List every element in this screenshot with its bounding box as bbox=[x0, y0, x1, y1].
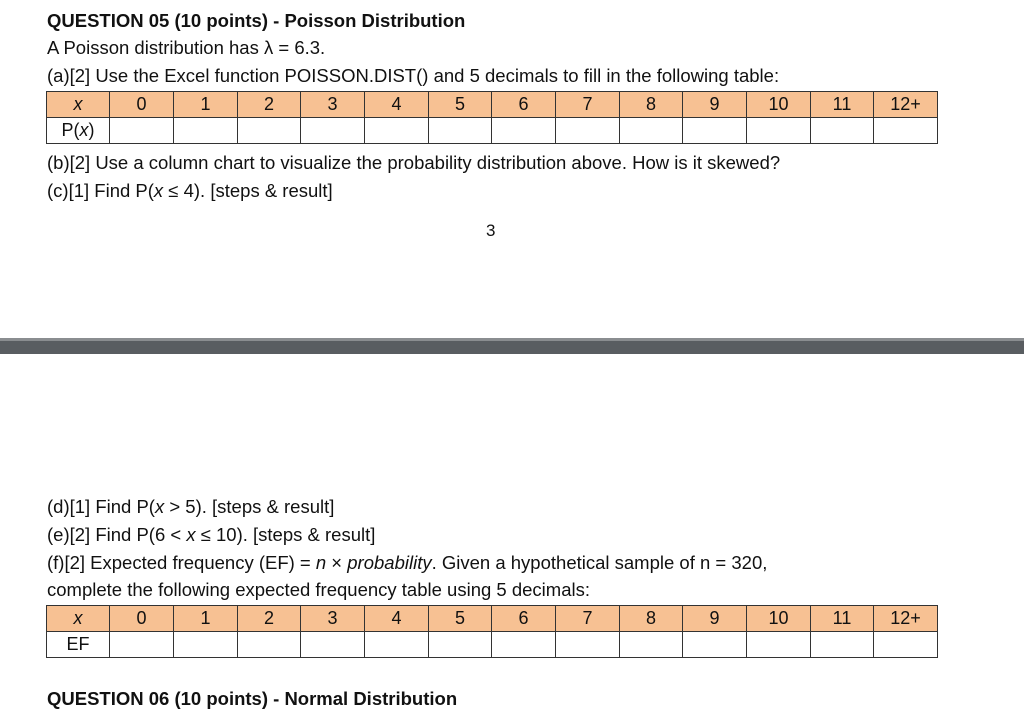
table2-cell-2[interactable] bbox=[238, 632, 301, 658]
table1-cell-9[interactable] bbox=[683, 118, 747, 144]
part-d-pre: (d)[1] Find P( bbox=[47, 496, 155, 517]
ef-table-value-row bbox=[47, 632, 938, 658]
table2-cell-9[interactable] bbox=[683, 632, 747, 658]
table1-cell-11[interactable] bbox=[811, 118, 874, 144]
table1-header-7: 7 bbox=[556, 92, 620, 118]
page-divider bbox=[0, 338, 1024, 354]
part-c-pre: (c)[1] Find P( bbox=[47, 180, 154, 201]
table2-header-3: 3 bbox=[301, 606, 365, 632]
table2-cell-6[interactable] bbox=[492, 632, 556, 658]
part-d-text bbox=[47, 495, 334, 519]
table2-header-12: 12+ bbox=[874, 606, 938, 632]
part-f-n: n bbox=[315, 552, 327, 573]
part-e-var: x bbox=[186, 524, 196, 545]
table1-cell-7[interactable] bbox=[556, 118, 620, 144]
part-a-text: (a)[2] Use the Excel function POISSON.DIST() and 5 decimals to fill in the following table: bbox=[47, 65, 780, 86]
table1-cell-0[interactable] bbox=[110, 118, 174, 144]
table2-header-9: 9 bbox=[683, 606, 747, 632]
expected-frequency-table bbox=[46, 605, 938, 658]
part-f-prob: probability bbox=[347, 552, 432, 573]
table1-cell-2[interactable] bbox=[238, 118, 301, 144]
table-row-label-px bbox=[47, 118, 110, 144]
table2-header-7: 7 bbox=[556, 606, 620, 632]
table1-header-4: 4 bbox=[365, 92, 429, 118]
table1-header-8: 8 bbox=[620, 92, 683, 118]
table2-cell-7[interactable] bbox=[556, 632, 620, 658]
question-title: QUESTION 05 (10 points) - Poisson Distribution bbox=[47, 10, 466, 31]
table2-header-0: 0 bbox=[110, 606, 174, 632]
ef-table-header-row bbox=[47, 606, 938, 632]
table1-cell-12[interactable] bbox=[874, 118, 938, 144]
table1-header-12: 12+ bbox=[874, 92, 938, 118]
table2-header-11: 11 bbox=[811, 606, 874, 632]
table1-cell-1[interactable] bbox=[174, 118, 238, 144]
table-header-x: x bbox=[47, 92, 110, 118]
table2-cell-4[interactable] bbox=[365, 632, 429, 658]
intro-text: A Poisson distribution has λ = 6.3. bbox=[47, 37, 326, 58]
table2-cell-12[interactable] bbox=[874, 632, 938, 658]
page-number: 3 bbox=[486, 221, 496, 240]
table2-cell-5[interactable] bbox=[429, 632, 492, 658]
table1-cell-4[interactable] bbox=[365, 118, 429, 144]
table2-header-5: 5 bbox=[429, 606, 492, 632]
table2-cell-8[interactable] bbox=[620, 632, 683, 658]
table1-header-11: 11 bbox=[811, 92, 874, 118]
table1-cell-5[interactable] bbox=[429, 118, 492, 144]
part-d-post: > 5). [steps & result] bbox=[164, 496, 335, 517]
part-f-line2: complete the following expected frequency table using 5 decimals: bbox=[47, 579, 590, 600]
table2-header-10: 10 bbox=[747, 606, 811, 632]
ef-table-row-label: EF bbox=[47, 632, 110, 658]
probability-table bbox=[46, 91, 938, 144]
table1-header-5: 5 bbox=[429, 92, 492, 118]
table1-cell-6[interactable] bbox=[492, 118, 556, 144]
row-label-var: x bbox=[79, 120, 89, 140]
table2-cell-11[interactable] bbox=[811, 632, 874, 658]
table1-header-1: 1 bbox=[174, 92, 238, 118]
next-question-title: QUESTION 06 (10 points) - Normal Distribution bbox=[47, 688, 458, 709]
part-e-pre: (e)[2] Find P(6 < bbox=[47, 524, 187, 545]
ef-table-header-x: x bbox=[47, 606, 110, 632]
part-c-post: ≤ 4). [steps & result] bbox=[163, 180, 333, 201]
part-d-var: x bbox=[154, 496, 165, 517]
table1-header-6: 6 bbox=[492, 92, 556, 118]
table1-cell-10[interactable] bbox=[747, 118, 811, 144]
part-f-pre: (f)[2] Expected frequency (EF) = bbox=[47, 552, 316, 573]
part-f-text bbox=[47, 551, 767, 575]
table2-header-4: 4 bbox=[365, 606, 429, 632]
probability-table-header-row bbox=[47, 92, 938, 118]
table2-header-1: 1 bbox=[174, 606, 238, 632]
table2-header-8: 8 bbox=[620, 606, 683, 632]
part-c-text bbox=[47, 179, 333, 203]
table2-header-6: 6 bbox=[492, 606, 556, 632]
part-c-var: x bbox=[153, 180, 164, 201]
probability-table-value-row bbox=[47, 118, 938, 144]
table2-cell-3[interactable] bbox=[301, 632, 365, 658]
table2-cell-10[interactable] bbox=[747, 632, 811, 658]
table1-cell-3[interactable] bbox=[301, 118, 365, 144]
table1-header-10: 10 bbox=[747, 92, 811, 118]
table1-header-2: 2 bbox=[238, 92, 301, 118]
row-label-post: ) bbox=[88, 120, 95, 140]
part-f-times: × bbox=[326, 552, 348, 573]
table1-header-3: 3 bbox=[301, 92, 365, 118]
part-e-text bbox=[47, 523, 375, 547]
table2-header-2: 2 bbox=[238, 606, 301, 632]
part-e-post: ≤ 10). [steps & result] bbox=[195, 524, 376, 545]
row-label-pre: P( bbox=[61, 120, 80, 140]
table1-cell-8[interactable] bbox=[620, 118, 683, 144]
part-f-post: . Given a hypothetical sample of n = 320, bbox=[431, 552, 768, 573]
table1-header-9: 9 bbox=[683, 92, 747, 118]
part-b-text: (b)[2] Use a column chart to visualize the probability distribution above. How is it skewed? bbox=[47, 152, 781, 173]
table2-cell-1[interactable] bbox=[174, 632, 238, 658]
table1-header-0: 0 bbox=[110, 92, 174, 118]
table2-cell-0[interactable] bbox=[110, 632, 174, 658]
